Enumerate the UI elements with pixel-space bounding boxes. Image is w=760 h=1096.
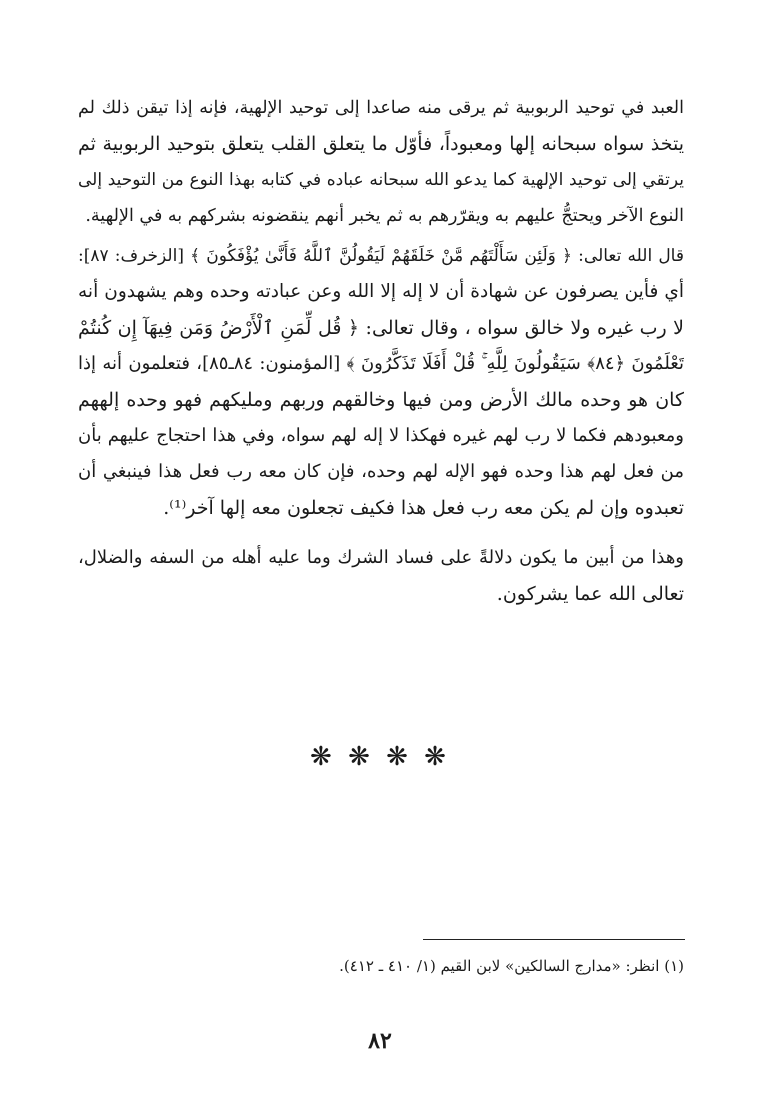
text-line: قال الله تعالى: ﴿ وَلَئِن سَأَلْتَهُم مَّنْ خَلَقَهُمْ لَيَقُولُنَّ ٱللَّهُ فَأَنَّىٰ يُؤْفَكُونَ ﴾ [الزخرف: ٨٧]: (78, 246, 684, 266)
text-line: لا رب غيره ولا خالق سواه ، وقال تعالى: ﴿ قُل لِّمَنِ ٱلْأَرْضُ وَمَن فِيهَآ إِن كُنتُمْ (78, 317, 684, 339)
paragraph-3 (78, 540, 684, 612)
section-separator: ❋ ❋ ❋ ❋ (310, 742, 450, 772)
text-line: أي فأين يصرفون عن شهادة أن لا إله إلا الله وعن عبادته وحده وهم يشهدون أنه (78, 281, 684, 302)
text-line: تَعْلَمُونَ ﴿٨٤﴾ سَيَقُولُونَ لِلَّهِ ۚ قُلْ أَفَلَا تَذَكَّرُونَ ﴾ [المؤمنون: ٨٤ـ٨٥]، فتعلمون أنه إذا (78, 353, 684, 374)
text-line: العبد في توحيد الربوبية ثم يرقى منه صاعدا إلى توحيد الإلهية، فإنه إذا تيقن ذلك لم (78, 98, 684, 118)
text-line: كان هو وحده مالك الأرض ومن فيها وخالقهم وربهم ومليكهم فهو وحده إلههم (78, 389, 684, 411)
text-line: وهذا من أبين ما يكون دلالةً على فساد الشرك وما عليه أهله من السفه والضلال، (78, 547, 684, 568)
footnote: (١) انظر: «مدارج السالكين» لابن القيم (١/ ٤١٠ ـ ٤١٢). (339, 957, 684, 975)
text-line: تعالى الله عما يشركون. (496, 583, 684, 605)
text-line: النوع الآخر ويحتجُّ عليهم به ويقرّرهم به ثم يخبر أنهم ينقضونه بشركهم به في الإلهية. (85, 206, 684, 226)
footnote-divider (423, 939, 685, 940)
text-line: ومعبودهم فكما لا رب لهم غيره فهكذا لا إله لهم سواه، وفي هذا احتجاج عليهم بأن (78, 425, 684, 446)
paragraph-2 (78, 238, 684, 526)
paragraph-1 (78, 90, 684, 234)
text-line: يرتقي إلى توحيد الإلهية كما يدعو الله سبحانه عباده في كتابه بهذا النوع من التوحيد إلى (78, 170, 684, 190)
text-line: من فعل لهم هذا وحده فهو الإله لهم وحده، فإن كان معه رب فعل هذا فينبغي أن (78, 461, 684, 482)
page-number: ٨٢ (368, 1028, 392, 1054)
text-line: يتخذ سواه سبحانه إلها ومعبوداً، فأوّل ما يتعلق القلب يتعلق بتوحيد الربوبية ثم (78, 133, 684, 155)
text-line: تعبدوه وإن لم يكن معه رب فعل هذا فكيف تجعلون معه إلها آخر⁽¹⁾. (163, 497, 684, 519)
